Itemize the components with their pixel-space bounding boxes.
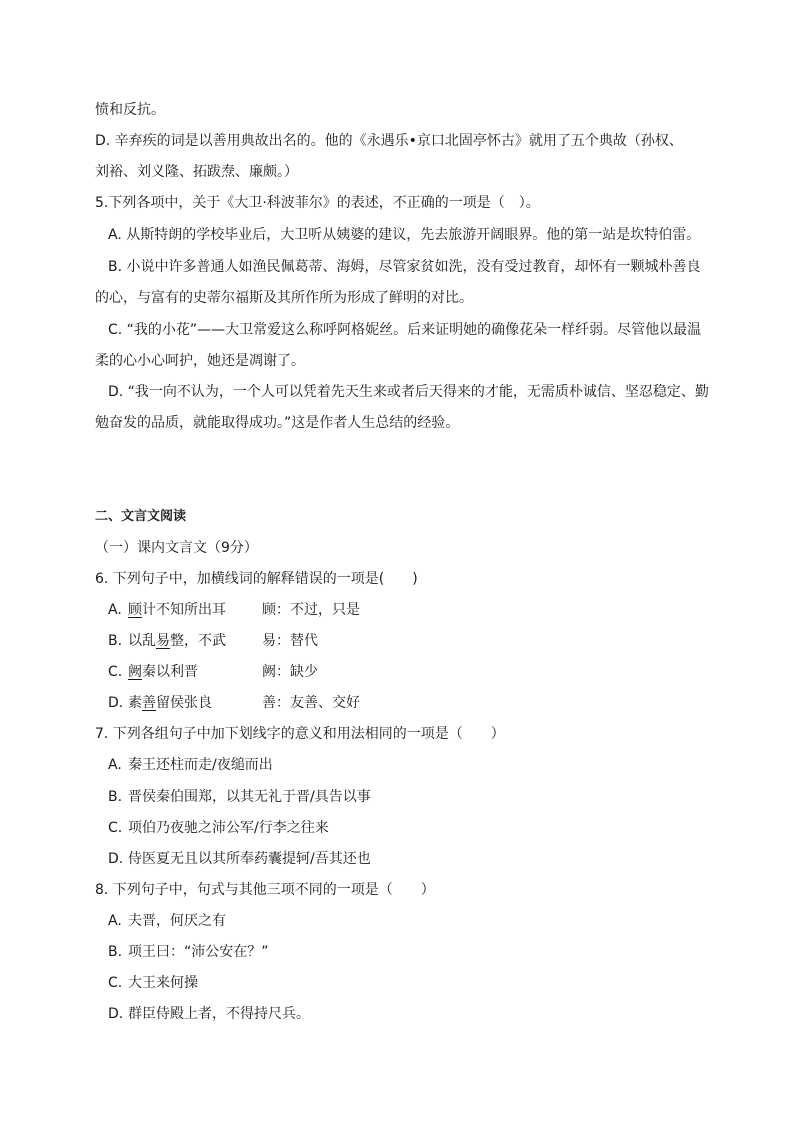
option-label: A. xyxy=(108,913,122,929)
option-text: 夫晋，何厌之有 xyxy=(128,913,226,929)
option-text-pre: 素 xyxy=(128,695,142,711)
option-gloss: 善：友善、交好 xyxy=(262,695,360,711)
option-label: B. xyxy=(108,789,123,805)
question-5-option-a: A. 从斯特朗的学校毕业后，大卫听从姨婆的建议，先去旅游开阔眼界。他的第一站是坎特伯雷。 xyxy=(108,227,701,243)
question-5-stem: 5.下列各项中，关于《大卫·科波菲尔》的表述，不正确的一项是（ ）。 xyxy=(95,195,540,211)
question-7-option-b xyxy=(108,787,371,807)
option-label: A. xyxy=(108,602,122,618)
section-title: 二、文言文阅读 xyxy=(95,509,187,524)
option-gloss: 阙：缺少 xyxy=(262,664,318,680)
option-text-post: 留侯张良 xyxy=(156,695,212,711)
question-5-option-b-cont: 的心，与富有的史蒂尔福斯及其所作所为形成了鲜明的对比。 xyxy=(95,290,473,306)
question-6-option-b xyxy=(108,631,318,651)
option-text: 大王来何操 xyxy=(128,975,198,991)
section-subtitle: （一）课内文言文（9分） xyxy=(95,540,258,556)
question-7-option-a xyxy=(108,755,273,775)
option-text-post: 计不知所出耳 xyxy=(142,602,226,618)
text-line: D. 辛弃疾的词是以善用典故出名的。他的《永遇乐•京口北固亭怀古》就用了五个典故（孙权、 xyxy=(95,133,683,149)
question-6-option-d xyxy=(108,693,360,713)
question-6-option-c xyxy=(108,662,318,682)
option-label: C. xyxy=(108,820,123,836)
question-8-option-a xyxy=(108,911,226,931)
text-line: 愤和反抗。 xyxy=(95,102,165,118)
option-gloss: 易：替代 xyxy=(262,633,318,649)
question-7-option-c xyxy=(108,818,329,838)
question-5-option-c-cont: 柔的心小心呵护，她还是凋谢了。 xyxy=(95,353,305,369)
option-text-post: 秦以利晋 xyxy=(142,664,198,680)
question-5-option-b: B. 小说中许多普通人如渔民佩葛蒂、海姆，尽管家贫如洗，没有受过教育，却怀有一颗城朴善良 xyxy=(108,259,701,275)
question-6-option-a xyxy=(108,600,360,620)
underlined-word: 阙 xyxy=(128,664,142,680)
underlined-word: 易 xyxy=(156,633,170,649)
question-8-option-b xyxy=(108,942,269,962)
option-text: 项伯乃夜驰之沛公军/行李之往来 xyxy=(128,820,329,836)
option-label: D. xyxy=(108,695,124,711)
question-5-option-c: C. “我的小花”——大卫常爱这么称呼阿格妮丝。后来证明她的确像花朵一样纤弱。尽管他以最温 xyxy=(108,322,702,338)
question-8-option-d xyxy=(108,1004,310,1024)
option-gloss: 顾：不过，只是 xyxy=(262,602,360,618)
option-text: 晋侯秦伯围郑，以其无礼于晋/具告以事 xyxy=(128,789,371,805)
question-7-stem: 7. 下列各组句子中加下划线字的意义和用法相同的一项是（ ） xyxy=(95,726,505,742)
option-label: C. xyxy=(108,664,123,680)
text-line: 刘裕、刘义隆、拓跋焘、廉颇。） xyxy=(95,164,298,180)
question-7-option-d xyxy=(108,849,371,869)
option-text: 群臣侍殿上者，不得持尺兵。 xyxy=(128,1006,310,1022)
option-text-post: 整，不武 xyxy=(170,633,226,649)
question-5-option-d-cont: 勉奋发的品质，就能取得成功。”这是作者人生总结的经验。 xyxy=(95,415,460,431)
option-label: B. xyxy=(108,633,123,649)
option-label: D. xyxy=(108,1006,124,1022)
option-text: 项王曰：“沛公安在？” xyxy=(128,944,269,960)
question-6-stem: 6. 下列句子中，加横线词的解释错误的一项是( ) xyxy=(95,571,418,587)
option-label: A. xyxy=(108,757,122,773)
option-label: B. xyxy=(108,944,123,960)
option-text: 秦王还柱而走/夜缒而出 xyxy=(128,757,273,773)
option-text-pre: 以乱 xyxy=(128,633,156,649)
question-5-option-d: D. “我一向不认为，一个人可以凭着先天生来或者后天得来的才能，无需质朴诚信、坚忍稳定、勤 xyxy=(108,384,709,400)
option-label: C. xyxy=(108,975,123,991)
question-8-option-c xyxy=(108,973,198,993)
underlined-word: 顾 xyxy=(128,602,142,618)
option-label: D. xyxy=(108,851,124,867)
underlined-word: 善 xyxy=(142,695,156,711)
option-text: 侍医夏无且以其所奉药囊提轲/吾其还也 xyxy=(128,851,371,867)
question-8-stem: 8. 下列句子中，句式与其他三项不同的一项是（ ） xyxy=(95,882,435,898)
